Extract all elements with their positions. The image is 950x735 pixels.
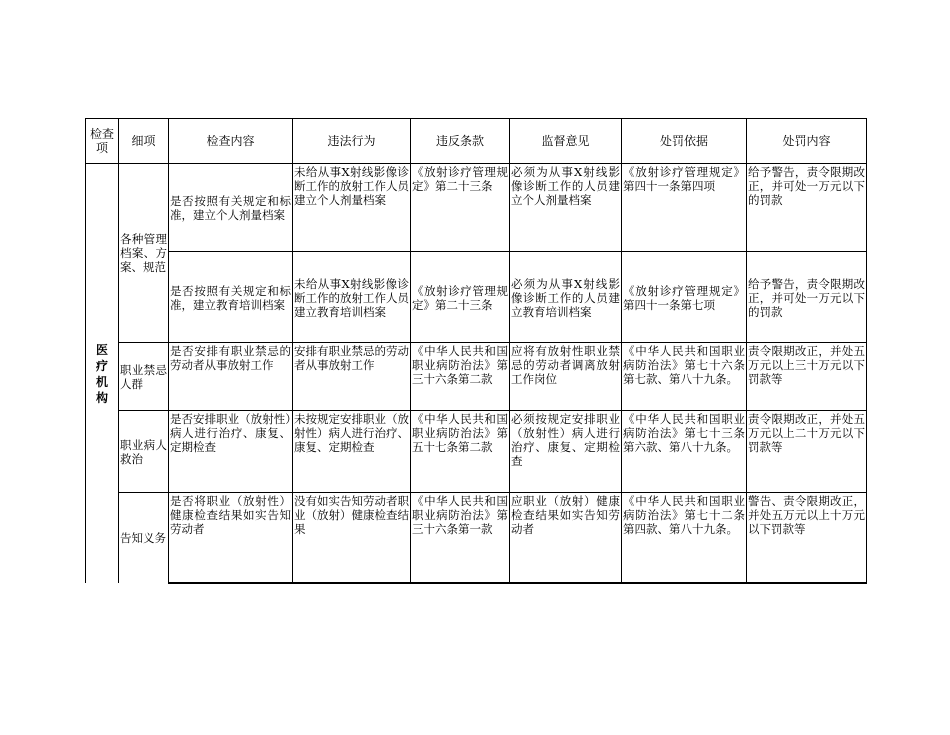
header-basis: 处罚依据 xyxy=(622,119,747,164)
category-label: 医疗机构 xyxy=(95,342,108,405)
subitem-cell: 职业禁忌人群 xyxy=(119,343,169,411)
clause-cell: 《中华人民共和国职业病防治法》第五十七条第二款 xyxy=(411,411,510,493)
penalty-cell: 给予警告，责令限期改正，并可处一万元以下的罚款 xyxy=(747,164,867,252)
penalty-cell: 给予警告，责令限期改正，并可处一万元以下的罚款 xyxy=(747,252,867,343)
header-check-item: 检查项 xyxy=(86,119,119,164)
violation-cell: 未给从事X射线影像诊断工作的放射工作人员建立教育培训档案 xyxy=(293,252,411,343)
violation-cell: 没有如实告知劳动者职业（放射）健康检查结果 xyxy=(293,493,411,584)
clause-cell: 《放射诊疗管理规定》第二十三条 xyxy=(411,252,510,343)
opinion-cell: 必须为从事X射线影像诊断工作的人员建立个人剂量档案 xyxy=(510,164,622,252)
basis-cell: 《中华人民共和国职业病防治法》第七十六条第七款、第八十九条。 xyxy=(622,343,747,411)
penalty-cell: 责令限期改正，并处五万元以上三十万元以下罚款等 xyxy=(747,343,867,411)
header-penalty: 处罚内容 xyxy=(747,119,867,164)
table-row xyxy=(86,343,867,411)
content-cell: 是否安排有职业禁忌的劳动者从事放射工作 xyxy=(169,343,293,411)
content-cell: 是否将职业（放射性）健康检查结果如实告知劳动者 xyxy=(169,493,293,584)
header-row xyxy=(86,119,867,164)
header-subitem: 细项 xyxy=(119,119,169,164)
subitem-cell: 职业病人救治 xyxy=(119,411,169,493)
violation-cell: 未按规定安排职业（放射性）病人进行治疗、康复、定期检查 xyxy=(293,411,411,493)
clause-cell: 《中华人民共和国职业病防治法》第三十六条第一款 xyxy=(411,493,510,584)
header-opinion: 监督意见 xyxy=(510,119,622,164)
opinion-cell: 应将有放射性职业禁忌的劳动者调离放射工作岗位 xyxy=(510,343,622,411)
basis-cell: 《放射诊疗管理规定》第四十一条第四项 xyxy=(622,164,747,252)
basis-cell: 《中华人民共和国职业病防治法》第七十二条第四款、第八十九条。 xyxy=(622,493,747,584)
header-content: 检查内容 xyxy=(169,119,293,164)
header-violation: 违法行为 xyxy=(293,119,411,164)
opinion-cell: 应职业（放射）健康检查结果如实告知劳动者 xyxy=(510,493,622,584)
content-cell: 是否按照有关规定和标准，建立教育培训档案 xyxy=(169,252,293,343)
basis-cell: 《中华人民共和国职业病防治法》第七十三条第六款、第八十九条。 xyxy=(622,411,747,493)
penalty-cell: 责令限期改正，并处五万元以上二十万元以下罚款等 xyxy=(747,411,867,493)
violation-cell: 安排有职业禁忌的劳动者从事放射工作 xyxy=(293,343,411,411)
header-clause: 违反条款 xyxy=(411,119,510,164)
table-row xyxy=(86,411,867,493)
basis-cell: 《放射诊疗管理规定》第四十一条第七项 xyxy=(622,252,747,343)
penalty-cell: 警告、责令限期改正，并处五万元以上十万元以下罚款等 xyxy=(747,493,867,584)
clause-cell: 《中华人民共和国职业病防治法》第三十六条第二款 xyxy=(411,343,510,411)
inspection-table xyxy=(85,118,867,584)
opinion-cell: 必须为从事X射线影像诊断工作的人员建立教育培训档案 xyxy=(510,252,622,343)
content-cell: 是否安排职业（放射性）病人进行治疗、康复、定期检查 xyxy=(169,411,293,493)
content-cell: 是否按照有关规定和标准，建立个人剂量档案 xyxy=(169,164,293,252)
clause-cell: 《放射诊疗管理规定》第二十三条 xyxy=(411,164,510,252)
opinion-cell: 必须按规定安排职业（放射性）病人进行治疗、康复、定期检查 xyxy=(510,411,622,493)
subitem-cell: 各种管理档案、方案、规范 xyxy=(119,164,169,343)
category-cell xyxy=(86,164,119,584)
table-row xyxy=(86,493,867,584)
table-row xyxy=(86,164,867,252)
violation-cell: 未给从事X射线影像诊断工作的放射工作人员建立个人剂量档案 xyxy=(293,164,411,252)
table-row xyxy=(86,252,867,343)
subitem-cell: 告知义务 xyxy=(119,493,169,584)
